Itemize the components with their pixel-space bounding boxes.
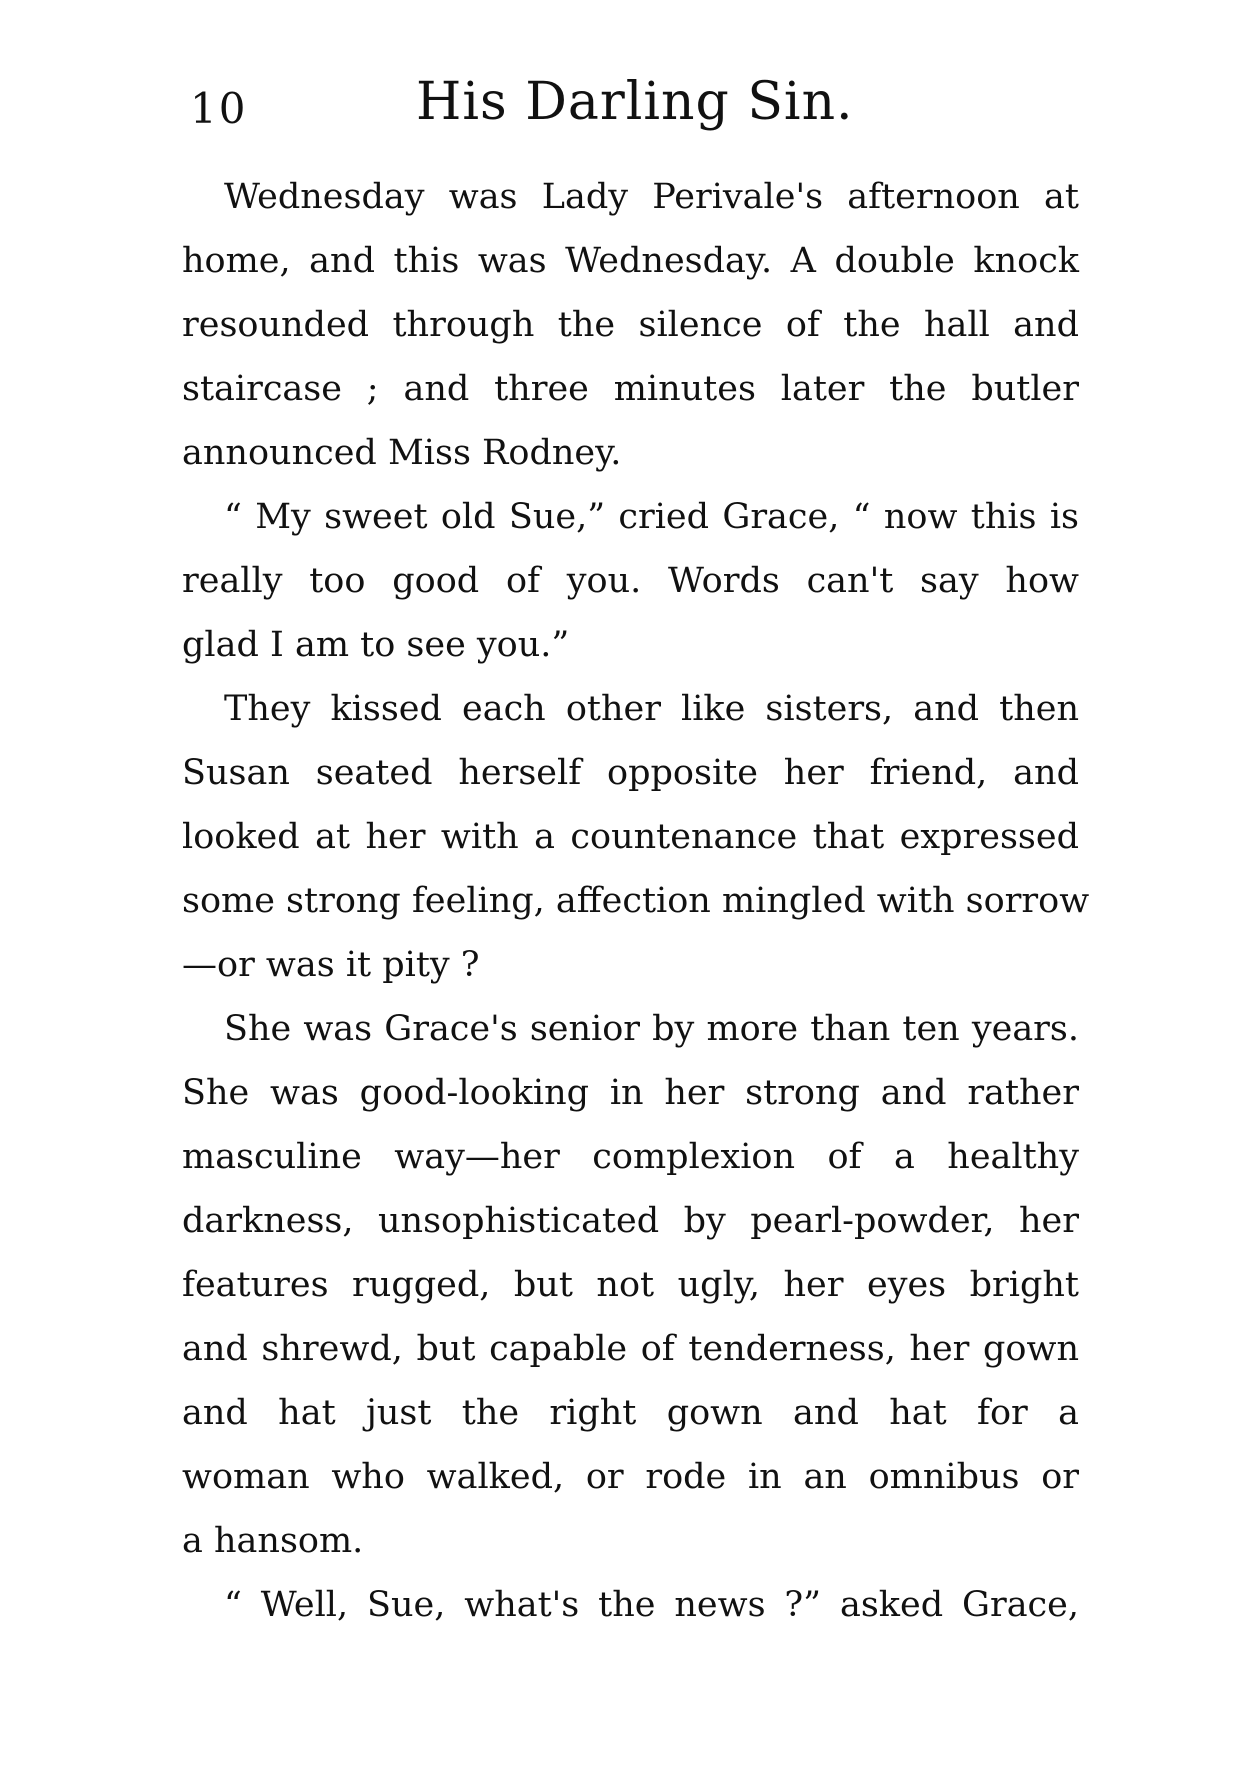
text-line: darkness, unsophisticated by pearl-powder, her [182, 1201, 1079, 1241]
text-line: a hansom. [182, 1521, 364, 1561]
text-line: —or was it pity ? [182, 945, 480, 985]
running-head [180, 72, 1080, 142]
text-line: and hat just the right gown and hat for a [182, 1393, 1079, 1433]
text-line: resounded through the silence of the hall and [182, 305, 1079, 345]
text-line: really too good of you. Words can't say how [182, 561, 1079, 601]
paragraph-4 [182, 997, 1079, 1573]
page-number: 10 [190, 84, 248, 133]
text-line: She was Grace's senior by more than ten years. [224, 1009, 1079, 1049]
running-title: His Darling Sin. [416, 72, 854, 132]
text-line: announced Miss Rodney. [182, 433, 622, 473]
paragraph-1 [182, 165, 1079, 485]
text-line: “ Well, Sue, what's the news ?” asked Grace, [224, 1585, 1079, 1625]
text-line: some strong feeling, affection mingled with sorrow [182, 881, 1090, 921]
text-line: glad I am to see you.” [182, 625, 570, 665]
text-line: woman who walked, or rode in an omnibus or [182, 1457, 1079, 1497]
text-line: Wednesday was Lady Perivale's afternoon at [224, 177, 1079, 217]
text-line: features rugged, but not ugly, her eyes bright [182, 1265, 1079, 1305]
text-line: staircase ; and three minutes later the butler [182, 369, 1079, 409]
text-line: “ My sweet old Sue,” cried Grace, “ now this is [224, 497, 1079, 537]
text-line: They kissed each other like sisters, and then [224, 689, 1079, 729]
text-line: masculine way—her complexion of a healthy [182, 1137, 1079, 1177]
body-text [182, 165, 1090, 1637]
paragraph-2 [182, 485, 1079, 677]
text-line: looked at her with a countenance that expressed [182, 817, 1079, 857]
paragraph-3 [182, 677, 1090, 997]
text-line: home, and this was Wednesday. A double knock [182, 241, 1079, 281]
text-line: and shrewd, but capable of tenderness, her gown [182, 1329, 1079, 1369]
paragraph-5 [182, 1573, 1079, 1637]
text-line: She was good-looking in her strong and rather [182, 1073, 1079, 1113]
text-line: Susan seated herself opposite her friend, and [182, 753, 1079, 793]
